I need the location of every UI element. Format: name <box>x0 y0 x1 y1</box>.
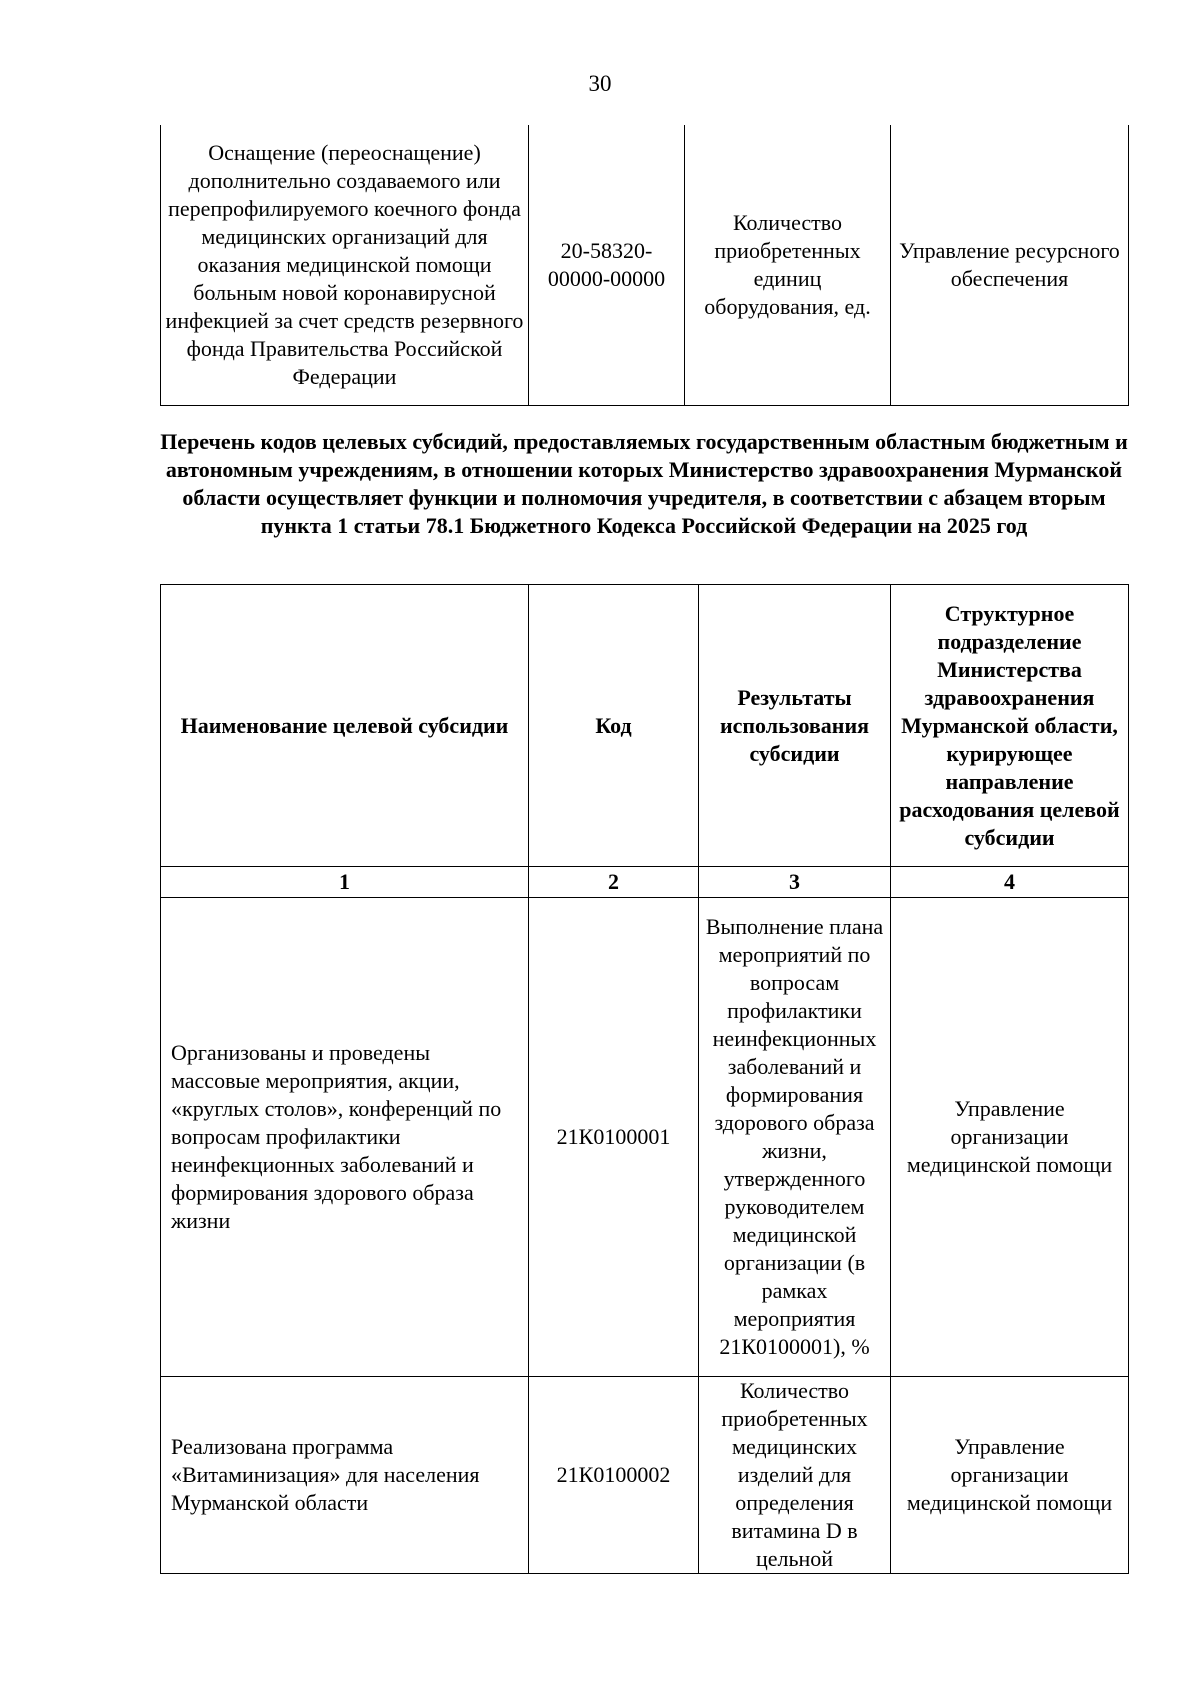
column-header-department: Структурное подразделение Министерства здравоохранения Мурманской области, курирующее направление расходования целевой субсидии <box>891 585 1129 867</box>
column-number: 3 <box>699 867 891 898</box>
continued-table <box>160 125 1129 406</box>
department-cell: Управление организации медицинской помощи <box>891 898 1129 1377</box>
subsidy-name-cell: Оснащение (переоснащение) дополнительно создаваемого или перепрофилируемого коечного фонда медицинских организаций для оказания медицинской помощи больным новой коронавирусной инфекцией за счет средств резервного фонда Правительства Российской Федерации <box>161 125 529 406</box>
subsidy-name-cell: Организованы и проведены массовые мероприятия, акции, «круглых столов», конференций по вопросам профилактики неинфекционных заболеваний и формирования здорового образа жизни <box>161 898 529 1377</box>
column-header-name: Наименование целевой субсидии <box>161 585 529 867</box>
column-header-code: Код <box>529 585 699 867</box>
department-cell: Управление организации медицинской помощи <box>891 1377 1129 1574</box>
code-cell: 21К0100002 <box>529 1377 699 1574</box>
column-number: 1 <box>161 867 529 898</box>
column-header-results: Результаты использования субсидии <box>699 585 891 867</box>
table-row <box>161 125 1129 406</box>
code-cell: 21К0100001 <box>529 898 699 1377</box>
result-cell: Выполнение плана мероприятий по вопросам профилактики неинфекционных заболеваний и формирования здорового образа жизни, утвержденного руководителем медицинской организации (в рамках мероприятия 21К0100001), % <box>699 898 891 1377</box>
result-cell: Количество приобретенных единиц оборудования, ед. <box>685 125 891 406</box>
subsidy-codes-table <box>160 584 1129 1574</box>
subsidy-name-cell: Реализована программа «Витаминизация» для населения Мурманской области <box>161 1377 529 1574</box>
department-cell: Управление ресурсного обеспечения <box>891 125 1129 406</box>
page-number: 30 <box>588 71 612 96</box>
column-number: 2 <box>529 867 699 898</box>
section-heading: Перечень кодов целевых субсидий, предоставляемых государственным областным бюджетным и автономным учреждениям, в отношении которых Министерство здравоохранения Мурманской области осуществляет функции и полномочия учредителя, в соответствии с абзацем вторым пункта 1 статьи 78.1 Бюджетного Кодекса Российской Федерации на 2025 год <box>160 429 1128 538</box>
code-cell: 20-58320-00000-00000 <box>529 125 685 406</box>
table-row <box>161 1377 1129 1574</box>
column-numbers-row <box>161 867 1129 898</box>
column-number: 4 <box>891 867 1129 898</box>
table-header-row <box>161 585 1129 867</box>
table-row <box>161 898 1129 1377</box>
result-cell: Количество приобретенных медицинских изделий для определения витамина D в цельной <box>699 1377 891 1574</box>
